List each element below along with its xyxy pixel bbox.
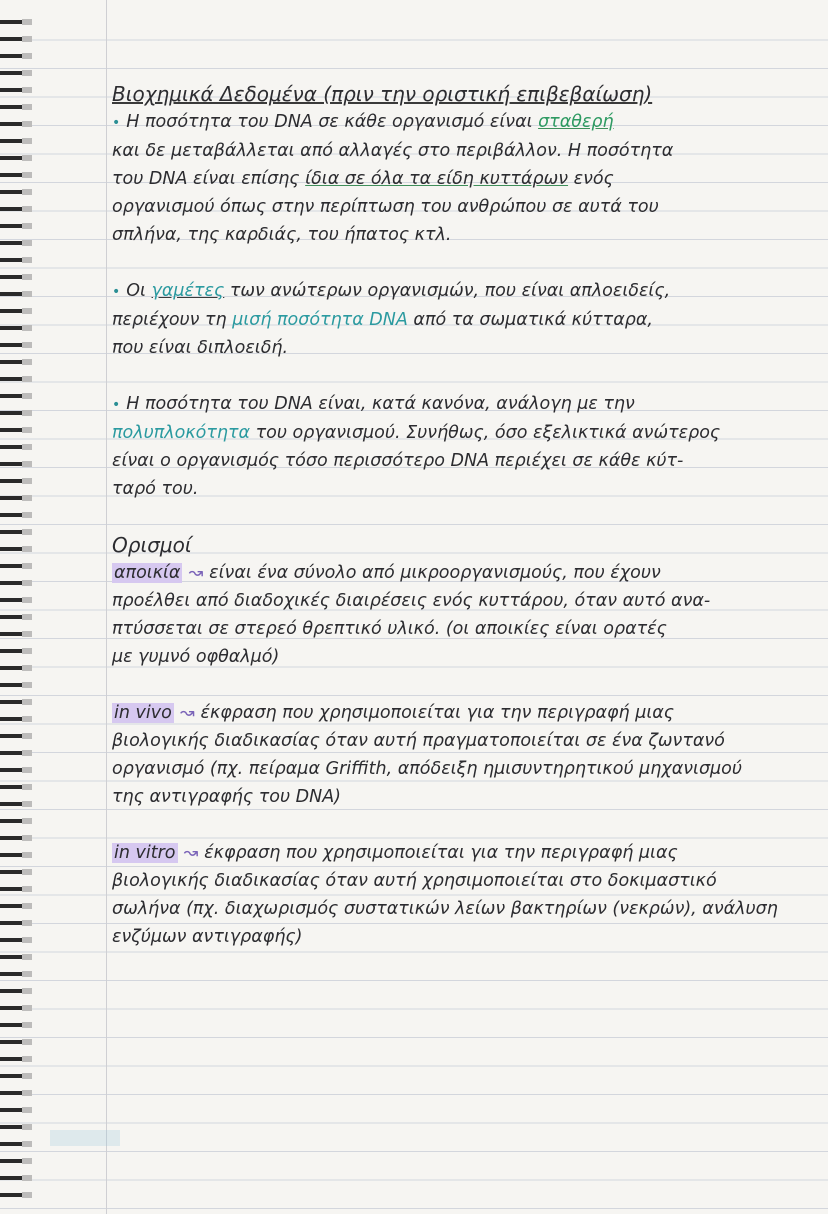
highlight-half-dna: μισή ποσότητα DNA	[232, 310, 408, 330]
definition-in-vitro	[112, 839, 812, 951]
text-line	[112, 839, 812, 867]
page-title: Βιοχημικά Δεδομένα (πριν την οριστική επιβεβαίωση)	[112, 82, 653, 106]
text-segment: ενός	[568, 169, 614, 189]
text-line	[112, 108, 812, 137]
text-segment: του DNA είναι επίσης	[112, 169, 306, 189]
text-line	[112, 277, 812, 306]
text-line: βιολογικής διαδικασίας όταν αυτή πραγματοποιείται σε ένα ζωντανό	[112, 731, 725, 751]
paragraph-dna-amount	[112, 108, 812, 249]
definition-in-vivo	[112, 699, 812, 811]
text-line: οργανισμό (πχ. πείραμα Griffith, απόδειξη ημισυντηρητικού μηχανισμού	[112, 759, 743, 779]
spacer	[112, 249, 812, 277]
text-segment: Οι	[126, 281, 152, 301]
definition-colony	[112, 559, 812, 671]
text-segment: Η ποσότητα του DNA σε κάθε οργανισμό είναι	[126, 112, 539, 132]
bullet-icon: •	[112, 397, 121, 413]
text-line: με γυμνό οφθαλμό)	[112, 647, 280, 667]
highlight-stable: σταθερή	[538, 112, 614, 132]
text-line: της αντιγραφής του DNA)	[112, 787, 341, 807]
text-line: σπλήνα, της καρδιάς, του ήπατος κτλ.	[112, 225, 452, 245]
text-line: είναι ο οργανισμός τόσο περισσότερο DNA περιέχει σε κάθε κύτ-	[112, 451, 684, 471]
bullet-icon: •	[112, 284, 121, 300]
term-colony: αποικία	[114, 563, 181, 583]
handwritten-notes	[112, 80, 812, 951]
text-segment: περιέχουν τη	[112, 310, 233, 330]
text-line	[112, 306, 812, 334]
bullet-icon: •	[112, 115, 121, 131]
squiggle-arrow-icon: ↝	[179, 703, 195, 723]
highlight-complexity: πολυπλοκότητα	[112, 423, 251, 443]
text-line: ταρό του.	[112, 479, 199, 499]
term-in-vitro: in vitro	[114, 843, 176, 863]
text-line	[112, 165, 812, 193]
text-segment: του οργανισμού. Συνήθως, όσο εξελικτικά ανώτερος	[250, 423, 721, 443]
term-in-vivo: in vivo	[114, 703, 172, 723]
text-segment: έκφραση που χρησιμοποιείται για την περιγραφή μιας	[204, 843, 678, 863]
text-segment: είναι ένα σύνολο από μικροοργανισμούς, που έχουν	[209, 563, 661, 583]
text-line: ενζύμων αντιγραφής)	[112, 927, 303, 947]
spacer	[112, 811, 812, 839]
paragraph-gametes	[112, 277, 812, 362]
text-line: σωλήνα (πχ. διαχωρισμός συστατικών λείων βακτηρίων (νεκρών), ανάλυση	[112, 899, 778, 919]
text-line: οργανισμού όπως στην περίπτωση του ανθρώπου σε αυτά του	[112, 197, 659, 217]
text-line: πτύσσεται σε στερεό θρεπτικό υλικό. (οι αποικίες είναι ορατές	[112, 619, 667, 639]
spacer	[112, 671, 812, 699]
text-line: που είναι διπλοειδή.	[112, 338, 289, 358]
text-segment: έκφραση που χρησιμοποιείται για την περιγραφή μιας	[200, 703, 675, 723]
underlined-same-in-all-cells: ίδια σε όλα τα είδη κυττάρων	[305, 169, 569, 189]
faint-highlighter-mark	[50, 1130, 120, 1146]
text-segment: Η ποσότητα του DNA είναι, κατά κανόνα, ανάλογη με την	[126, 394, 635, 414]
text-line: και δε μεταβάλλεται από αλλαγές στο περιβάλλον. Η ποσότητα	[112, 141, 674, 161]
binding-holes	[22, 14, 32, 1204]
text-line: βιολογικής διαδικασίας όταν αυτή χρησιμοποιείται στο δοκιμαστικό	[112, 871, 717, 891]
text-line	[112, 419, 812, 447]
spacer	[112, 362, 812, 390]
highlight-gametes: γαμέτες	[151, 281, 225, 301]
text-line	[112, 390, 812, 419]
text-line	[112, 699, 812, 727]
spacer	[112, 503, 812, 531]
margin-line	[106, 0, 107, 1214]
text-segment: από τα σωματικά κύτταρα,	[407, 310, 653, 330]
text-line: προέλθει από διαδοχικές διαιρέσεις ενός κυττάρου, όταν αυτό ανα-	[112, 591, 711, 611]
squiggle-arrow-icon: ↝	[183, 843, 199, 863]
text-segment: των ανώτερων οργανισμών, που είναι απλοειδείς,	[224, 281, 671, 301]
definitions-heading: Ορισμοί	[112, 533, 192, 557]
paragraph-complexity	[112, 390, 812, 503]
squiggle-arrow-icon: ↝	[188, 563, 204, 583]
text-line	[112, 559, 812, 587]
